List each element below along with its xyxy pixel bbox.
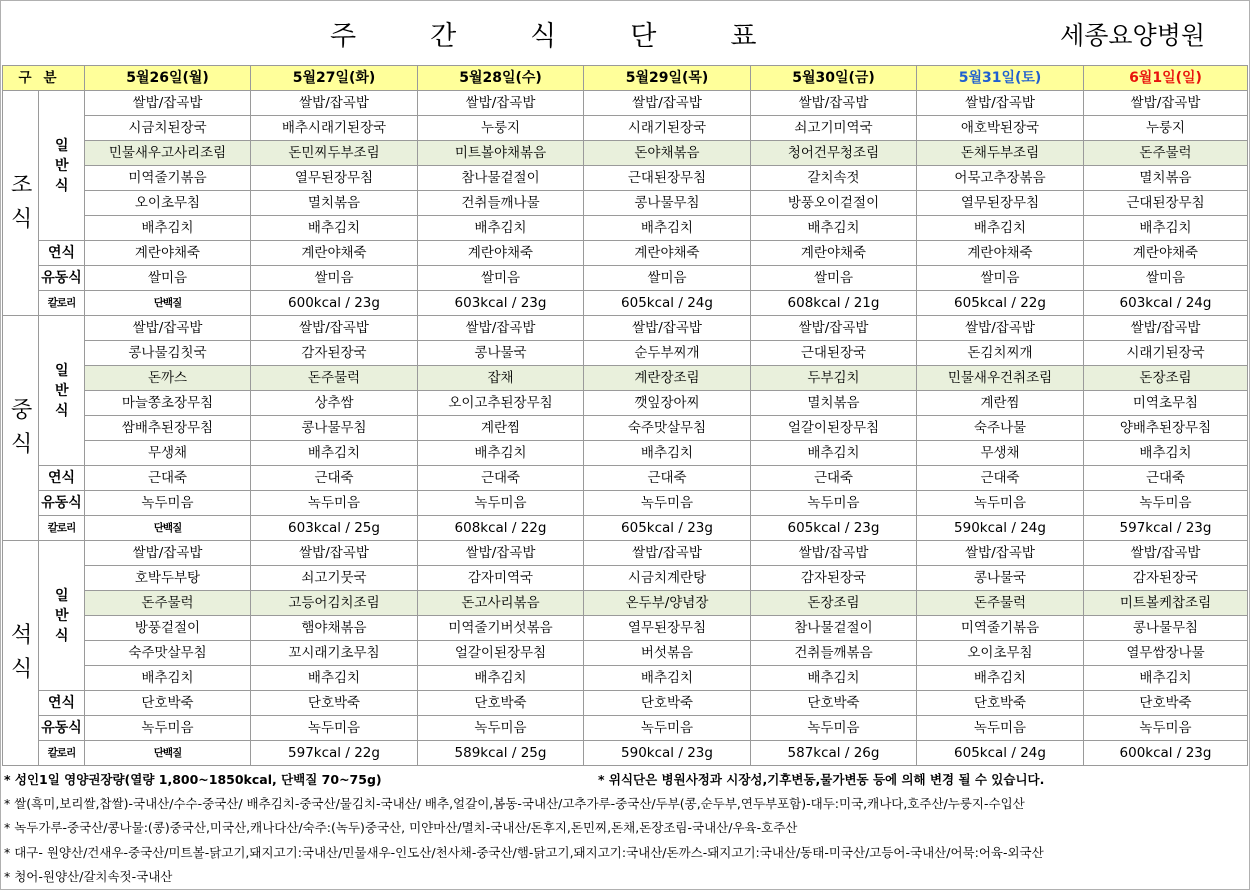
menu-item: 배추김치 — [251, 441, 418, 466]
menu-item: 녹두미음 — [917, 491, 1084, 516]
meal-label: 석식 — [3, 541, 39, 766]
menu-item: 배추김치 — [85, 666, 251, 691]
menu-item: 감자미역국 — [418, 566, 584, 591]
soft-diet-label: 연식 — [39, 691, 85, 716]
gubun-header: 구분 — [3, 66, 85, 91]
menu-item: 콩나물김칫국 — [85, 341, 251, 366]
nutrition-value: 600kcal / 23g — [251, 291, 418, 316]
soft-diet-row — [3, 241, 1248, 266]
menu-item: 녹두미음 — [85, 716, 251, 741]
menu-item: 쌀밥/잡곡밥 — [418, 541, 584, 566]
menu-item: 쌀밥/잡곡밥 — [251, 541, 418, 566]
menu-item: 쌀밥/잡곡밥 — [917, 541, 1084, 566]
menu-item: 누룽지 — [418, 116, 584, 141]
menu-item: 계란야채죽 — [251, 241, 418, 266]
day-header: 5월27일(화) — [251, 66, 418, 91]
menu-item: 마늘쫑초장무침 — [85, 391, 251, 416]
menu-item: 열무쌈장나물 — [1084, 641, 1248, 666]
weekly-menu-table — [2, 65, 1248, 766]
nutrition-value: 605kcal / 24g — [917, 741, 1084, 766]
liquid-diet-row — [3, 491, 1248, 516]
menu-item: 오이고추된장무침 — [418, 391, 584, 416]
menu-item: 멸치볶음 — [251, 191, 418, 216]
menu-item: 방풍오이겉절이 — [751, 191, 917, 216]
menu-item: 근대죽 — [418, 466, 584, 491]
menu-body — [3, 91, 1248, 766]
menu-item: 쌀밥/잡곡밥 — [85, 541, 251, 566]
nutrition-value: 605kcal / 23g — [751, 516, 917, 541]
nutrition-value: 589kcal / 25g — [418, 741, 584, 766]
menu-item: 시래기된장국 — [1084, 341, 1248, 366]
menu-item: 녹두미음 — [418, 716, 584, 741]
menu-item: 계란야채죽 — [917, 241, 1084, 266]
menu-item: 온두부/양념장 — [584, 591, 751, 616]
menu-item: 단호박죽 — [584, 691, 751, 716]
soft-diet-row — [3, 691, 1248, 716]
menu-item: 쌀밥/잡곡밥 — [751, 91, 917, 116]
menu-item: 돈주물럭 — [85, 591, 251, 616]
menu-item: 계란장조림 — [584, 366, 751, 391]
menu-item: 고등어김치조림 — [251, 591, 418, 616]
menu-item: 계란야채죽 — [584, 241, 751, 266]
menu-item: 계란야채죽 — [85, 241, 251, 266]
menu-item: 열무된장무침 — [584, 616, 751, 641]
meal-label: 조식 — [3, 91, 39, 316]
nutrition-row — [3, 291, 1248, 316]
menu-item: 청어건무청조림 — [751, 141, 917, 166]
menu-item: 감자된장국 — [751, 566, 917, 591]
menu-item: 콩나물무침 — [1084, 616, 1248, 641]
day-header-saturday: 5월31일(토) — [917, 66, 1084, 91]
general-diet-label: 일반식 — [39, 91, 85, 241]
menu-item: 쌀밥/잡곡밥 — [917, 316, 1084, 341]
nutrition-value: 590kcal / 23g — [584, 741, 751, 766]
menu-item: 근대죽 — [584, 466, 751, 491]
menu-item: 순두부찌개 — [584, 341, 751, 366]
menu-item: 근대죽 — [917, 466, 1084, 491]
nutrition-recommendation-note: * 성인1일 영양권장량(열량 1,800~1850kcal, 단백질 70~75g) — [4, 772, 382, 787]
menu-item: 콩나물국 — [418, 341, 584, 366]
menu-item: 콩나물무침 — [251, 416, 418, 441]
nutrition-value: 600kcal / 23g — [1084, 741, 1248, 766]
menu-item: 애호박된장국 — [917, 116, 1084, 141]
soft-diet-row — [3, 466, 1248, 491]
menu-row — [3, 391, 1248, 416]
menu-item: 깻잎장아찌 — [584, 391, 751, 416]
change-notice-note: * 위식단은 병원사정과 시장성,기후변동,물가변동 등에 의해 변경 될 수 있습니다. — [598, 772, 1045, 787]
menu-item: 배추김치 — [418, 216, 584, 241]
nutrition-value: 597kcal / 23g — [1084, 516, 1248, 541]
menu-item: 쌀밥/잡곡밥 — [251, 91, 418, 116]
meal-label: 중식 — [3, 316, 39, 541]
menu-item: 녹두미음 — [751, 491, 917, 516]
menu-item: 계란찜 — [418, 416, 584, 441]
menu-item: 돈장조림 — [1084, 366, 1248, 391]
origin-note: * 대구- 원양산/건새우-중국산/미트볼-닭고기,돼지고기:국내산/민물새우-인도산/천사채-중국산/햄-닭고기,돼지고기:국내산/돈까스-돼지고기:국내산/동태-미국산/고등어-국내산/어묵:어육-외국산 — [4, 844, 1044, 860]
menu-item: 계란야채죽 — [418, 241, 584, 266]
menu-item: 시금치된장국 — [85, 116, 251, 141]
menu-item: 쌀미음 — [251, 266, 418, 291]
calorie-label: 칼로리 — [39, 741, 85, 766]
menu-item: 단호박죽 — [418, 691, 584, 716]
menu-item: 돈주물럭 — [251, 366, 418, 391]
menu-item: 단호박죽 — [251, 691, 418, 716]
menu-item: 녹두미음 — [751, 716, 917, 741]
protein-label: 단백질 — [85, 291, 251, 316]
menu-item: 쌀미음 — [584, 266, 751, 291]
menu-item: 미역줄기볶음 — [917, 616, 1084, 641]
nutrition-value: 597kcal / 22g — [251, 741, 418, 766]
nutrition-row — [3, 741, 1248, 766]
menu-item: 상추쌈 — [251, 391, 418, 416]
menu-item: 돈민찌두부조림 — [251, 141, 418, 166]
menu-item: 근대된장무침 — [1084, 191, 1248, 216]
nutrition-value: 587kcal / 26g — [751, 741, 917, 766]
menu-item: 녹두미음 — [251, 491, 418, 516]
menu-item: 갈치속젓 — [751, 166, 917, 191]
menu-item: 단호박죽 — [917, 691, 1084, 716]
menu-item: 쌀밥/잡곡밥 — [1084, 541, 1248, 566]
menu-item: 감자된장국 — [251, 341, 418, 366]
menu-item: 녹두미음 — [418, 491, 584, 516]
menu-item: 쌀밥/잡곡밥 — [85, 91, 251, 116]
menu-item: 근대된장국 — [751, 341, 917, 366]
page-title: 주간식단표 — [330, 21, 831, 52]
menu-item: 콩나물국 — [917, 566, 1084, 591]
menu-item: 쌀미음 — [85, 266, 251, 291]
menu-item: 쌀미음 — [418, 266, 584, 291]
menu-item: 돈장조림 — [751, 591, 917, 616]
nutrition-value: 603kcal / 25g — [251, 516, 418, 541]
menu-item: 호박두부탕 — [85, 566, 251, 591]
menu-item: 오이초무침 — [85, 191, 251, 216]
general-diet-label: 일반식 — [39, 316, 85, 466]
menu-item: 녹두미음 — [251, 716, 418, 741]
menu-item: 얼갈이된장무침 — [418, 641, 584, 666]
menu-item: 녹두미음 — [917, 716, 1084, 741]
menu-item: 쌀밥/잡곡밥 — [418, 316, 584, 341]
menu-item: 방풍겉절이 — [85, 616, 251, 641]
menu-row — [3, 416, 1248, 441]
menu-item: 오이초무침 — [917, 641, 1084, 666]
origin-note: * 쌀(흑미,보리쌀,찹쌀)-국내산/수수-중국산/ 배추김치-중국산/물김치-국내산/ 배추,얼갈이,봄동-국내산/고추가루-중국산/두부(콩,순두부,연두부포함)-대두:미국,캐나다,호주산/누룽지-수입산 — [4, 796, 1025, 812]
menu-item: 쌀밥/잡곡밥 — [418, 91, 584, 116]
menu-item: 감자된장국 — [1084, 566, 1248, 591]
menu-item: 녹두미음 — [1084, 716, 1248, 741]
notes-section — [4, 768, 1248, 889]
menu-item: 근대된장무침 — [584, 166, 751, 191]
menu-item: 쌀미음 — [917, 266, 1084, 291]
menu-item: 단호박죽 — [1084, 691, 1248, 716]
menu-row — [3, 141, 1248, 166]
menu-item: 배추김치 — [917, 216, 1084, 241]
menu-item: 참나물겉절이 — [418, 166, 584, 191]
menu-item: 쌀밥/잡곡밥 — [584, 91, 751, 116]
menu-row — [3, 641, 1248, 666]
menu-item: 배추김치 — [751, 216, 917, 241]
menu-item: 근대죽 — [751, 466, 917, 491]
menu-item: 꼬시래기초무침 — [251, 641, 418, 666]
menu-row — [3, 216, 1248, 241]
menu-item: 쌀미음 — [751, 266, 917, 291]
menu-item: 미역초무침 — [1084, 391, 1248, 416]
nutrition-value: 605kcal / 24g — [584, 291, 751, 316]
nutrition-value: 605kcal / 23g — [584, 516, 751, 541]
menu-item: 계란야채죽 — [1084, 241, 1248, 266]
menu-item: 숙주맛살무침 — [584, 416, 751, 441]
menu-item: 숙주맛살무침 — [85, 641, 251, 666]
menu-item: 열무된장무침 — [917, 191, 1084, 216]
liquid-diet-label: 유동식 — [39, 716, 85, 741]
nutrition-value: 608kcal / 22g — [418, 516, 584, 541]
menu-item: 쌀밥/잡곡밥 — [584, 316, 751, 341]
menu-item: 배추김치 — [1084, 666, 1248, 691]
protein-label: 단백질 — [85, 516, 251, 541]
menu-row — [3, 441, 1248, 466]
header — [0, 0, 1250, 64]
nutrition-value: 603kcal / 23g — [418, 291, 584, 316]
menu-item: 미역줄기버섯볶음 — [418, 616, 584, 641]
menu-item: 쌀밥/잡곡밥 — [85, 316, 251, 341]
menu-item: 쌀밥/잡곡밥 — [251, 316, 418, 341]
menu-item: 녹두미음 — [1084, 491, 1248, 516]
menu-item: 배추김치 — [1084, 216, 1248, 241]
menu-item: 쌀밥/잡곡밥 — [584, 541, 751, 566]
menu-item: 콩나물무침 — [584, 191, 751, 216]
menu-item: 단호박죽 — [751, 691, 917, 716]
general-diet-label: 일반식 — [39, 541, 85, 691]
menu-row — [3, 166, 1248, 191]
menu-item: 멸치볶음 — [1084, 166, 1248, 191]
origin-note: * 녹두가루-중국산/콩나물:(콩)중국산,미국산,캐나다산/숙주:(녹두)중국산, 미얀마산/멸치-국내산/돈후지,돈민찌,돈채,돈장조림-국내산/우육-호주산 — [4, 820, 798, 836]
menu-item: 배추김치 — [584, 666, 751, 691]
menu-item: 쌀밥/잡곡밥 — [751, 316, 917, 341]
menu-row — [3, 666, 1248, 691]
day-header: 5월26일(월) — [85, 66, 251, 91]
menu-item: 쇠고기미역국 — [751, 116, 917, 141]
menu-item: 근대죽 — [85, 466, 251, 491]
menu-item: 돈김치찌개 — [917, 341, 1084, 366]
soft-diet-label: 연식 — [39, 466, 85, 491]
nutrition-value: 608kcal / 21g — [751, 291, 917, 316]
menu-item: 배추김치 — [251, 666, 418, 691]
nutrition-value: 603kcal / 24g — [1084, 291, 1248, 316]
menu-item: 단호박죽 — [85, 691, 251, 716]
menu-item: 누룽지 — [1084, 116, 1248, 141]
nutrition-value: 590kcal / 24g — [917, 516, 1084, 541]
menu-item: 시래기된장국 — [584, 116, 751, 141]
menu-item: 녹두미음 — [584, 716, 751, 741]
calorie-label: 칼로리 — [39, 291, 85, 316]
hospital-name: 세종요양병원 — [1060, 21, 1205, 50]
menu-row — [3, 316, 1248, 341]
menu-item: 미트볼케찹조림 — [1084, 591, 1248, 616]
menu-item: 햄야채볶음 — [251, 616, 418, 641]
menu-item: 녹두미음 — [85, 491, 251, 516]
menu-row — [3, 541, 1248, 566]
menu-item: 녹두미음 — [584, 491, 751, 516]
menu-item: 쌀밥/잡곡밥 — [751, 541, 917, 566]
day-header-sunday: 6월1일(일) — [1084, 66, 1248, 91]
menu-item: 얼갈이된장무침 — [751, 416, 917, 441]
calorie-label: 칼로리 — [39, 516, 85, 541]
menu-item: 배추김치 — [85, 216, 251, 241]
menu-item: 돈주물럭 — [1084, 141, 1248, 166]
liquid-diet-row — [3, 266, 1248, 291]
menu-item: 두부김치 — [751, 366, 917, 391]
menu-item: 계란야채죽 — [751, 241, 917, 266]
menu-item: 시금치계란탕 — [584, 566, 751, 591]
menu-row — [3, 91, 1248, 116]
menu-item: 계란찜 — [917, 391, 1084, 416]
menu-item: 배추김치 — [1084, 441, 1248, 466]
menu-item: 숙주나물 — [917, 416, 1084, 441]
menu-item: 쌈배추된장무침 — [85, 416, 251, 441]
menu-item: 배추김치 — [751, 666, 917, 691]
menu-item: 근대죽 — [251, 466, 418, 491]
menu-item: 돈채두부조림 — [917, 141, 1084, 166]
menu-item: 멸치볶음 — [751, 391, 917, 416]
menu-item: 참나물겉절이 — [751, 616, 917, 641]
menu-item: 건취들깨나물 — [418, 191, 584, 216]
menu-item: 배추김치 — [584, 441, 751, 466]
menu-item: 미역줄기볶음 — [85, 166, 251, 191]
menu-item: 버섯볶음 — [584, 641, 751, 666]
menu-item: 근대죽 — [1084, 466, 1248, 491]
menu-item: 쇠고기뭇국 — [251, 566, 418, 591]
menu-item: 돈주물럭 — [917, 591, 1084, 616]
liquid-diet-row — [3, 716, 1248, 741]
menu-row — [3, 366, 1248, 391]
day-header: 5월28일(수) — [418, 66, 584, 91]
menu-item: 열무된장무침 — [251, 166, 418, 191]
liquid-diet-label: 유동식 — [39, 266, 85, 291]
menu-item: 돈까스 — [85, 366, 251, 391]
menu-item: 무생채 — [917, 441, 1084, 466]
menu-row — [3, 341, 1248, 366]
menu-item: 돈야채볶음 — [584, 141, 751, 166]
menu-item: 배추시래기된장국 — [251, 116, 418, 141]
day-header: 5월30일(금) — [751, 66, 917, 91]
menu-item: 돈고사리볶음 — [418, 591, 584, 616]
menu-row — [3, 566, 1248, 591]
nutrition-value: 605kcal / 22g — [917, 291, 1084, 316]
menu-item: 배추김치 — [251, 216, 418, 241]
menu-item: 배추김치 — [418, 441, 584, 466]
menu-item: 미트볼야채볶음 — [418, 141, 584, 166]
menu-item: 민물새우건취조림 — [917, 366, 1084, 391]
menu-row — [3, 591, 1248, 616]
nutrition-row — [3, 516, 1248, 541]
menu-row — [3, 616, 1248, 641]
menu-item: 무생채 — [85, 441, 251, 466]
protein-label: 단백질 — [85, 741, 251, 766]
menu-item: 배추김치 — [584, 216, 751, 241]
menu-item: 잡채 — [418, 366, 584, 391]
menu-item: 쌀미음 — [1084, 266, 1248, 291]
menu-item: 쌀밥/잡곡밥 — [1084, 316, 1248, 341]
menu-item: 어묵고추장볶음 — [917, 166, 1084, 191]
menu-item: 쌀밥/잡곡밥 — [1084, 91, 1248, 116]
day-header: 5월29일(목) — [584, 66, 751, 91]
menu-item: 배추김치 — [418, 666, 584, 691]
menu-item: 배추김치 — [917, 666, 1084, 691]
menu-item: 건취들깨볶음 — [751, 641, 917, 666]
menu-item: 배추김치 — [751, 441, 917, 466]
menu-item: 양배추된장무침 — [1084, 416, 1248, 441]
menu-row — [3, 116, 1248, 141]
soft-diet-label: 연식 — [39, 241, 85, 266]
liquid-diet-label: 유동식 — [39, 491, 85, 516]
menu-row — [3, 191, 1248, 216]
menu-item: 쌀밥/잡곡밥 — [917, 91, 1084, 116]
origin-note: * 청어-원양산/갈치속젓-국내산 — [4, 868, 173, 884]
menu-item: 민물새우고사리조림 — [85, 141, 251, 166]
